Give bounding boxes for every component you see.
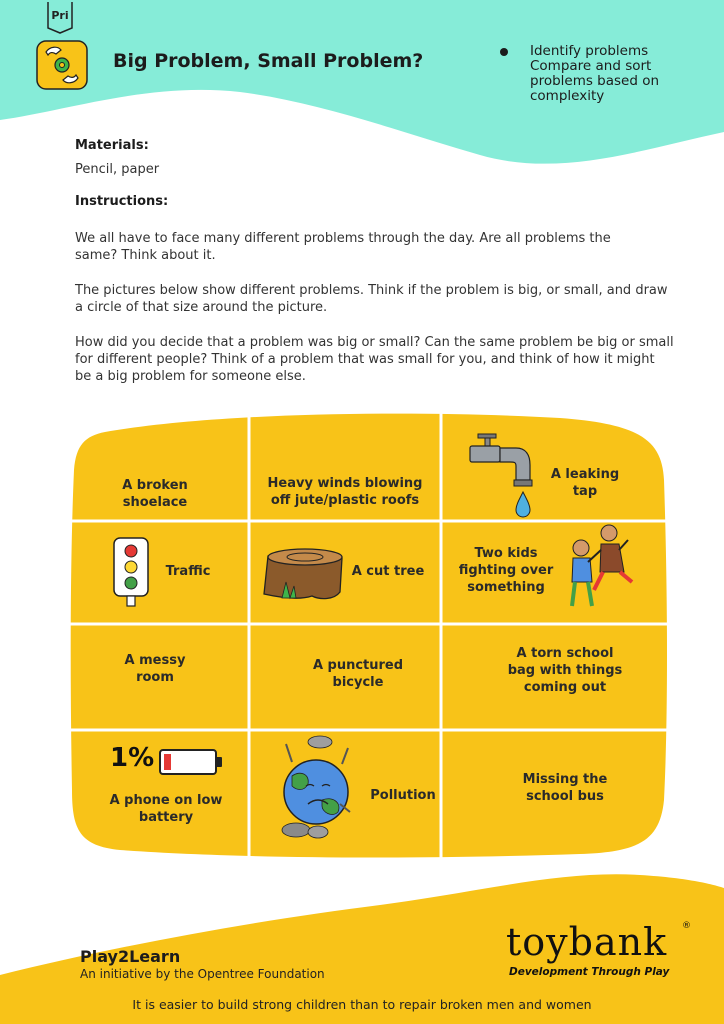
problem-text: shoelace <box>122 495 188 510</box>
objective-line: complexity <box>530 88 605 104</box>
page-title: Big Problem, Small Problem? <box>113 50 424 72</box>
problem-text: Heavy winds blowing <box>267 476 423 491</box>
problem-text: battery <box>138 810 194 825</box>
problem-cell <box>255 475 435 509</box>
problem-text: room <box>136 670 174 685</box>
problem-text: Two kids <box>474 546 538 561</box>
problem-text: A leaking <box>550 467 620 482</box>
problem-cell <box>95 792 237 826</box>
instruction-line: The pictures below show different problems. Think if the problem is big, or small, and draw <box>75 283 668 298</box>
brand-tagline: Development Through Play <box>509 966 670 978</box>
problem-text: off jute/plastic roofs <box>270 493 420 508</box>
problem-text: school bus <box>526 789 604 804</box>
problem-text: Traffic <box>165 564 211 579</box>
materials-text: Pencil, paper <box>75 162 160 177</box>
problem-text: A punctured <box>312 658 404 673</box>
registered-mark: ® <box>682 921 691 931</box>
instruction-line: for different people? Think of a problem that was small for you, and think of how it might <box>75 352 655 367</box>
instruction-line: a circle of that size around the picture. <box>75 300 328 315</box>
problem-cell <box>346 563 430 580</box>
low-battery-icon <box>160 750 222 774</box>
problem-cell <box>495 645 635 696</box>
problem-cell <box>158 563 218 580</box>
footer-title: Play2Learn <box>80 947 181 966</box>
objective-line: problems based on <box>530 73 660 89</box>
problem-cell <box>95 652 215 686</box>
problem-cell <box>360 787 446 804</box>
problem-text: A messy <box>124 653 186 668</box>
problem-text: something <box>467 580 545 595</box>
problem-text: tap <box>572 484 598 499</box>
problem-text: fighting over <box>458 563 554 578</box>
problem-text: Missing the <box>522 772 608 787</box>
level-tag: Pri <box>51 9 69 22</box>
problem-text: bag with things <box>507 663 623 678</box>
problem-text: A phone on low <box>109 793 223 808</box>
problem-text: Pollution <box>370 788 436 803</box>
footer-tagline: It is easier to build strong children than to repair broken men and women <box>132 997 592 1012</box>
problem-text: coming out <box>523 680 607 695</box>
traffic-light-icon <box>114 538 148 606</box>
objective-line: Compare and sort <box>530 58 652 74</box>
instruction-line: be a big problem for someone else. <box>75 369 306 384</box>
instructions-heading: Instructions: <box>75 194 169 209</box>
footer-subtitle: An initiative by the Opentree Foundation <box>80 967 325 981</box>
objective-line: Identify problems <box>530 43 649 59</box>
problem-cell <box>288 657 428 691</box>
problem-text: A torn school <box>516 646 614 661</box>
tree-stump-icon <box>264 549 342 599</box>
problem-cell <box>505 771 625 805</box>
instruction-line: same? Think about it. <box>75 248 216 263</box>
problem-text: A cut tree <box>351 564 425 579</box>
problem-text: A broken <box>122 478 188 493</box>
problem-cell <box>535 466 635 500</box>
instruction-line: We all have to face many different problems through the day. Are all problems the <box>75 231 611 246</box>
problem-cell <box>450 545 562 596</box>
battery-percentage: 1% <box>110 743 155 773</box>
problem-text: bicycle <box>332 675 384 690</box>
instruction-line: How did you decide that a problem was big or small? Can the same problem be big or small <box>75 335 674 350</box>
materials-heading: Materials: <box>75 138 149 153</box>
problem-cell <box>95 477 215 511</box>
brand-logo: toybank <box>506 920 668 964</box>
